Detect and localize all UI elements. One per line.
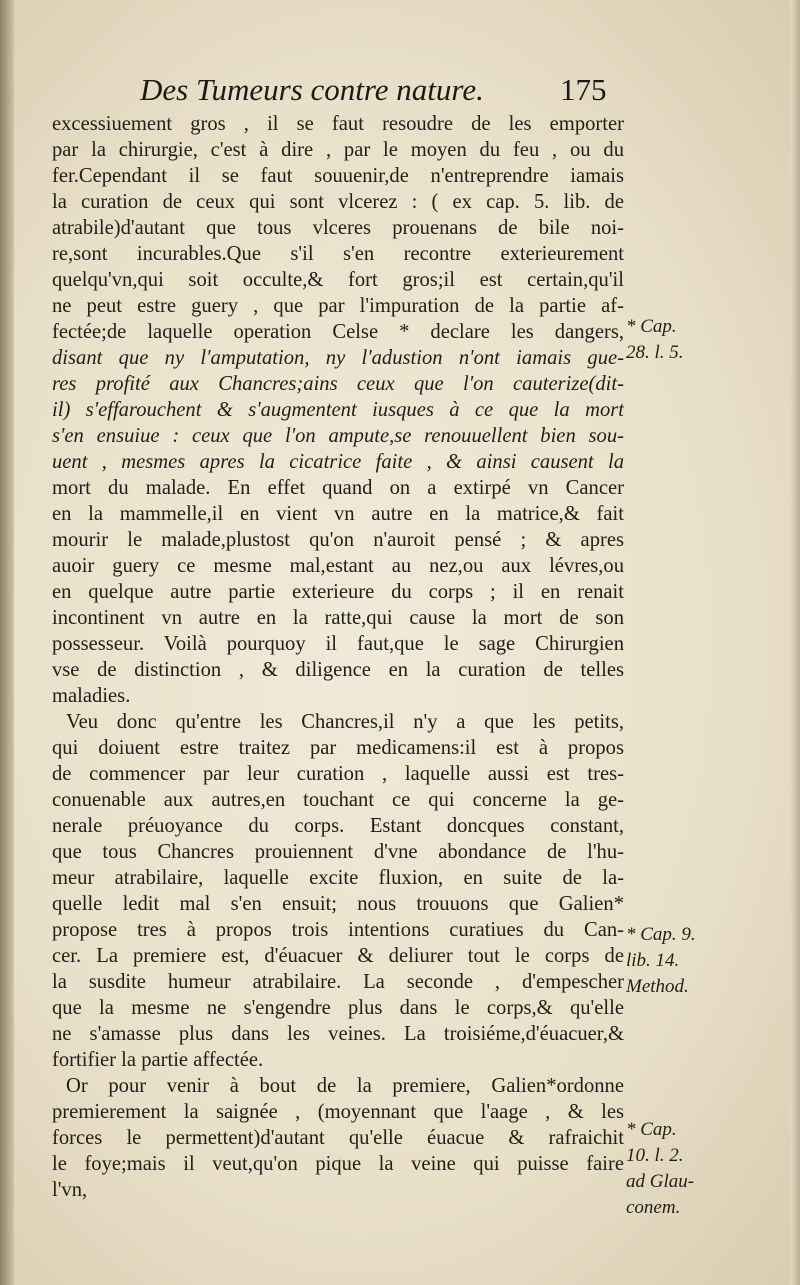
text-line: incontinent vn autre en la ratte,qui cause la mort de son [52,607,624,629]
page-binding-edge [0,0,14,1285]
text-line: propose tres à propos trois intentions curatiues du Can- [52,919,624,941]
text-line: ne peut estre guery , que par l'impuration de la partie af- [52,295,624,317]
text-line: quelle ledit mal s'en ensuit; nous trouuons que Galien* [52,893,624,915]
text-line: quelqu'vn,qui soit occulte,& fort gros;il est certain,qu'il [52,269,624,291]
running-title: Des Tumeurs contre nature. [140,72,484,107]
text-line: qui doiuent estre traitez par medicamens:il est à propos [52,737,624,759]
text-line: fer.Cependant il se faut souuenir,de n'entreprendre iamais [52,165,624,187]
text-line: ne s'amasse plus dans les veines. La troisiéme,d'éuacuer,& [52,1023,624,1045]
text-line: que tous Chancres prouiennent d'vne abondance de l'hu- [52,841,624,863]
text-line: que la mesme ne s'engendre plus dans le corps,& qu'elle [52,997,624,1019]
text-line: uent , mesmes apres la cicatrice faite , & ainsi causent la [52,451,624,473]
margin-note [626,314,736,366]
text-line: en quelque autre partie exterieure du corps ; il en renait [52,581,624,603]
text-line: en la mammelle,il en vient vn autre en la matrice,& fait [52,503,624,525]
text-line: fectée;de laquelle operation Celse * declare les dangers, [52,321,624,343]
body-text [52,111,624,1203]
text-line: l'vn, [52,1179,88,1201]
margin-note-line: * Cap. [626,1119,677,1140]
text-line: par la chirurgie, c'est à dire , par le moyen du feu , ou du [52,139,624,161]
page-outer-edge [790,0,800,1285]
text-line: il) s'effarouchent & s'augmentent iusques à ce que la mort [52,399,624,421]
margin-note-line: lib. 14. [626,950,680,971]
text-line: Or pour venir à bout de la premiere, Galien*ordonne [66,1075,624,1097]
margin-note-line: 28. l. 5. [626,342,684,363]
text-line: cer. La premiere est, d'éuacuer & deliurer tout le corps de [52,945,624,967]
margin-note-line: * Cap. 9. [626,924,696,945]
text-line: possesseur. Voilà pourquoy il faut,que le sage Chirurgien [52,633,624,655]
text-line: la susdite humeur atrabilaire. La seconde , d'empescher [52,971,624,993]
text-line: excessiuement gros , il se faut resoudre de les emporter [52,113,624,135]
page-number: 175 [560,72,607,107]
margin-note-line: 10. l. 2. [626,1145,684,1166]
text-line: premierement la saignée , (moyennant que l'aage , & les [52,1101,624,1123]
text-line: fortifier la partie affectée. [52,1049,264,1071]
text-line: mort du malade. En effet quand on a extirpé vn Cancer [52,477,624,499]
text-line: res profité aux Chancres;ains ceux que l'on cauterize(dit- [52,373,624,395]
page-header [0,72,800,116]
text-line: meur atrabilaire, laquelle excite fluxion, en suite de la- [52,867,624,889]
margin-note [626,1117,736,1221]
text-line: vse de distinction , & diligence en la curation de telles [52,659,624,681]
text-line: le foye;mais il veut,qu'on pique la veine qui puisse faire [52,1153,624,1175]
margin-note-line: conem. [626,1197,681,1218]
text-line: forces le permettent)d'autant qu'elle éuacue & rafraichit [52,1127,624,1149]
text-line: maladies. [52,685,131,707]
text-line: de commencer par leur curation , laquelle aussi est tres- [52,763,624,785]
text-line: Veu donc qu'entre les Chancres,il n'y a que les petits, [66,711,624,733]
text-line: re,sont incurables.Que s'il s'en recontre exterieurement [52,243,624,265]
text-line: atrabile)d'autant que tous vlceres prouenans de bile noi- [52,217,624,239]
text-line: s'en ensuiue : ceux que l'on ampute,se renouuellent bien sou- [52,425,624,447]
text-line: nerale préuoyance du corps. Estant doncques constant, [52,815,624,837]
text-line: auoir guery ce mesme mal,estant au nez,ou aux lévres,ou [52,555,624,577]
text-line: mourir le malade,plustost qu'on n'auroit pensé ; & apres [52,529,624,551]
margin-note-line: Method. [626,976,689,997]
text-line: la curation de ceux qui sont vlcerez : ( ex cap. 5. lib. de [52,191,624,213]
margin-note-line: ad Glau- [626,1171,695,1192]
margin-note-line: * Cap. [626,316,677,337]
margin-note [626,922,736,1000]
text-line: conuenable aux autres,en touchant ce qui concerne la ge- [52,789,624,811]
text-line: disant que ny l'amputation, ny l'adustion n'ont iamais gue- [52,347,624,369]
